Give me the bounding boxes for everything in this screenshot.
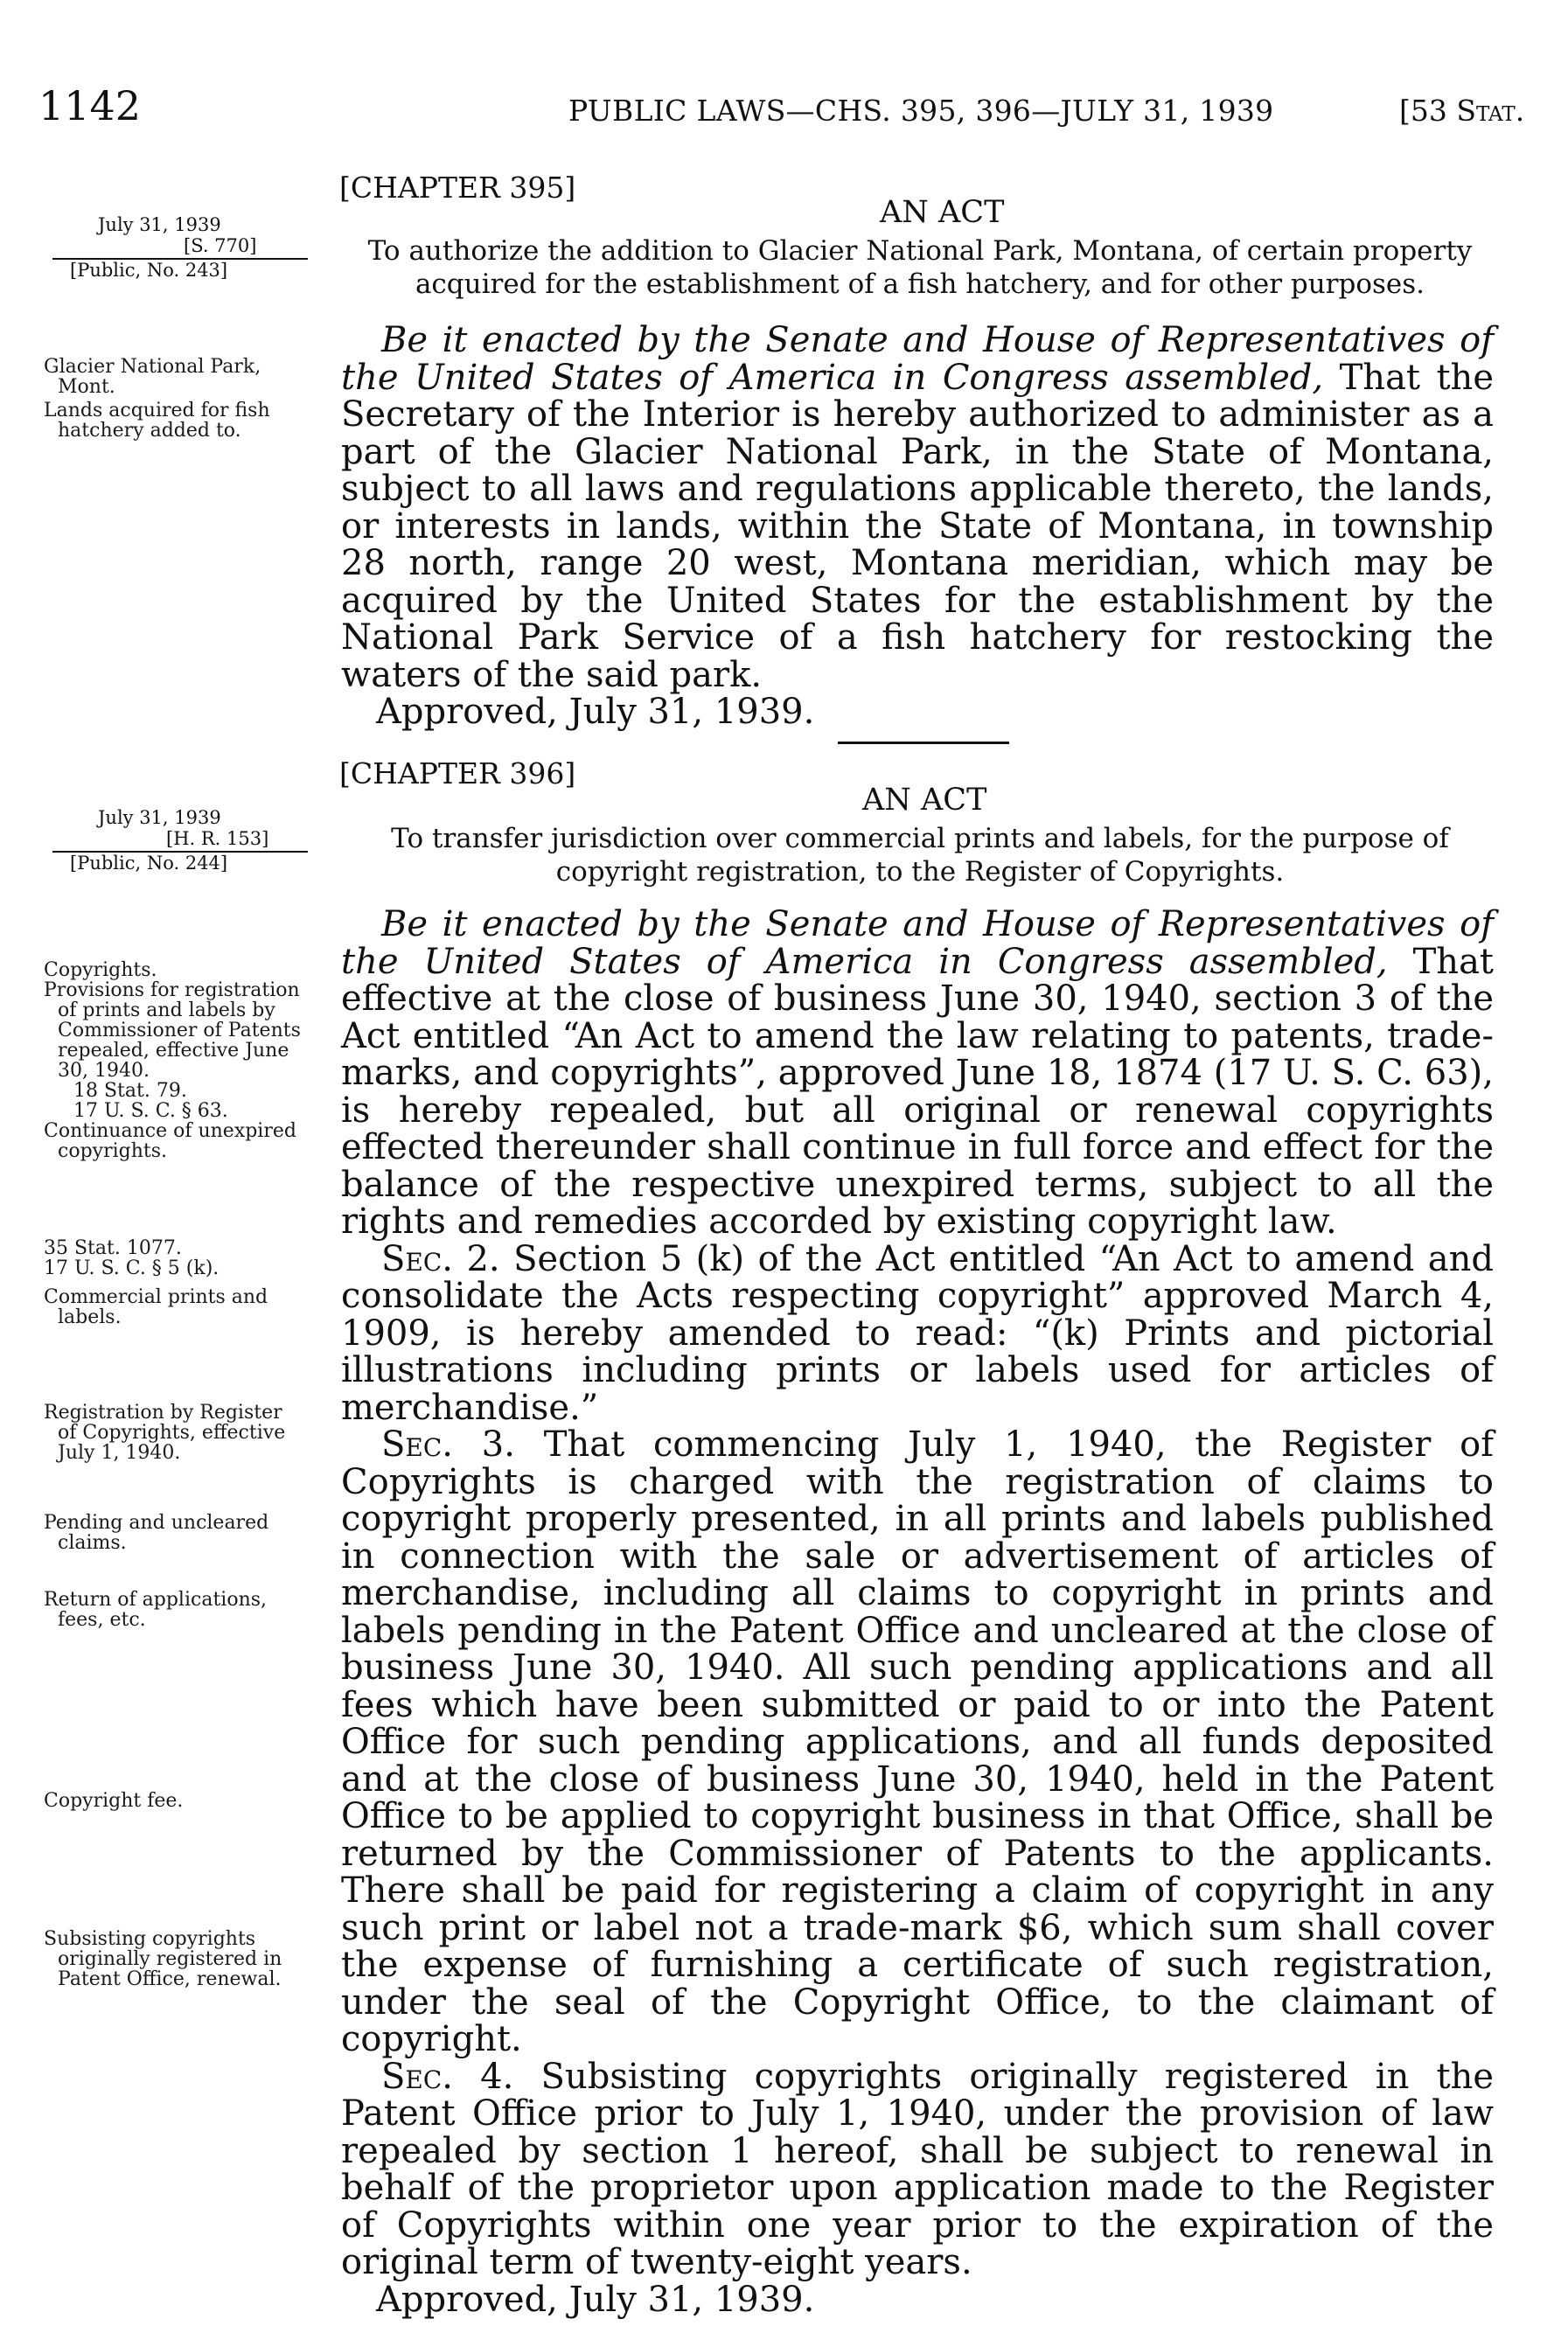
section-label: Sec. 2. (381, 1238, 500, 1279)
margin-public-law: [Public, No. 244] (70, 853, 228, 874)
enacting-clause: Be it enacted by the Senate and House of Representatives of the United States of America in Congress assembled, (341, 904, 1494, 982)
margin-note: Copyrights. (44, 959, 157, 981)
margin-note: Copyright fee. (44, 1790, 184, 1812)
margin-note: 17 U. S. C. § 5 (k). (44, 1257, 220, 1279)
margin-note: Registration by Register of Copyrights, effective July 1, 1940. (44, 1402, 286, 1464)
approval-date: Approved, July 31, 1939. (376, 692, 815, 732)
act-title: To authorize the addition to Glacier National Park, Montana, of certain property acquired for the establishment of a fish hatchery, and for other purposes. (367, 235, 1473, 300)
margin-notes-396c (44, 1403, 306, 1463)
chapter-label: [CHAPTER 396] (339, 756, 576, 790)
act-title: To transfer jurisdiction over commercial prints and labels, for the purpose of copyright registration, to the Register of Copyrights. (391, 823, 1449, 888)
chapter-label: [CHAPTER 395] (339, 171, 576, 205)
margin-note: Provisions for registration of prints and labels by Commissioner of Patents repealed, effective June 30, 1940. (44, 979, 301, 1082)
margin-note: Subsisting copyrights originally registered in Patent Office, renewal. (44, 1928, 282, 1990)
margin-note: Return of applications, fees, etc. (44, 1589, 268, 1631)
margin-date: July 31, 1939 (98, 214, 221, 235)
running-head: PUBLIC LAWS—CHS. 395, 396—JULY 31, 1939 (568, 94, 1274, 128)
margin-note: Pending and uncleared claims. (44, 1512, 269, 1554)
section-text: Section 5 (k) of the Act entitled “An Act to amend and consolidate the Acts respecting copyright” approved March 4, 1909, is hereby amended to read: “(k) Prints and pictorial illustrations including prints or labels used for articles of merchandise.” (341, 1238, 1495, 1428)
margin-notes-395 (44, 357, 306, 441)
section-text: That commencing July 1, 1940, the Register of Copyrights is charged with the registration of claims to copyright properly presented, in all prints and labels published in connection with the sale or advertisement of articles of merchandise, including all claims to copyright in prints and labels pending in the Patent Office and uncleared at the close of business June 30, 1940. All such pending applications and all fees which have been submitted or paid to or into the Patent Office for such pending applications, and all funds deposited and at the close of business June 30, 1940, held in the Patent Office to be applied to copyright business in that Office, shall be returned by the Commissioner of Patents to the applicants. There shall be paid for registering a claim of copyright in any such print or label not a trade-mark $6, which sum shall cover the expense of furnishing a certificate of such registration, under the seal of the Copyright Office, to the claimant of copyright. (341, 1424, 1495, 2059)
act-label: AN ACT (862, 783, 987, 818)
section-label: Sec. 3. (381, 1424, 515, 1465)
margin-note: Glacier National Park, Mont. (44, 356, 261, 398)
enacting-clause: Be it enacted by the Senate and House of Representatives of the United States of America in Congress assembled, (341, 320, 1494, 398)
volume-reference: [53 Stat. (1399, 94, 1525, 128)
margin-notes-396b (44, 1238, 306, 1327)
approval-date: Approved, July 31, 1939. (376, 2279, 815, 2320)
margin-note: Continuance of unexpired copyrights. (44, 1120, 296, 1162)
act-body-396 (341, 906, 1494, 2318)
margin-note: 17 U. S. C. § 63. (73, 1100, 228, 1122)
margin-notes-396 (44, 960, 306, 1161)
margin-note: Lands acquired for fish hatchery added to. (44, 400, 270, 442)
margin-citation-395 (52, 214, 315, 281)
margin-note: 35 Stat. 1077. (44, 1237, 182, 1259)
act-label: AN ACT (880, 195, 1005, 230)
margin-bill-number: [S. 770] (184, 235, 257, 256)
margin-notes-396g (44, 1929, 306, 1989)
section-text: That effective at the close of business June 30, 1940, section 3 of the Act entitled “An Act to amend the law relating to patents, trade-marks, and copyrights”, approved June 18, 1874 (17 U. S. C. 63), is hereby repealed, but all original or renewal copyrights effected thereunder shall continue in full force and effect for the balance of the respective unexpired terms, subject to all the rights and remedies accorded by existing copyright law. (341, 941, 1494, 1242)
page-number: 1142 (38, 82, 142, 129)
margin-notes-396e (44, 1590, 306, 1630)
margin-citation-396 (52, 807, 315, 874)
margin-note: Commercial prints and labels. (44, 1286, 268, 1328)
margin-date: July 31, 1939 (98, 807, 221, 828)
margin-notes-396d (44, 1513, 306, 1553)
section-text: That the Secretary of the Interior is hereby authorized to administer as a part of the Glacier National Park, in the State of Montana, subject to all laws and regulations applicable thereto, the lands, or interests in lands, within the State of Montana, in township 28 north, range 20 west, Montana meridian, which may be acquired by the United States for the establishment by the National Park Service of a fish hatchery for restocking the waters of the said park. (341, 357, 1494, 695)
section-text: Subsisting copyrights originally registered in the Patent Office prior to July 1, 1940, under the provision of law repealed by section 1 hereof, shall be subject to renewal in behalf of the proprietor upon application made to the Register of Copyrights within one year prior to the expiration of the original term of twenty-eight years. (341, 2056, 1495, 2282)
margin-note: 18 Stat. 79. (73, 1080, 187, 1102)
section-label: Sec. 4. (381, 2056, 514, 2097)
margin-bill-number: [H. R. 153] (166, 828, 269, 849)
act-body-395 (341, 322, 1494, 731)
margin-public-law: [Public, No. 243] (70, 260, 228, 281)
section-divider (838, 742, 1009, 744)
margin-notes-396f (44, 1791, 306, 1811)
